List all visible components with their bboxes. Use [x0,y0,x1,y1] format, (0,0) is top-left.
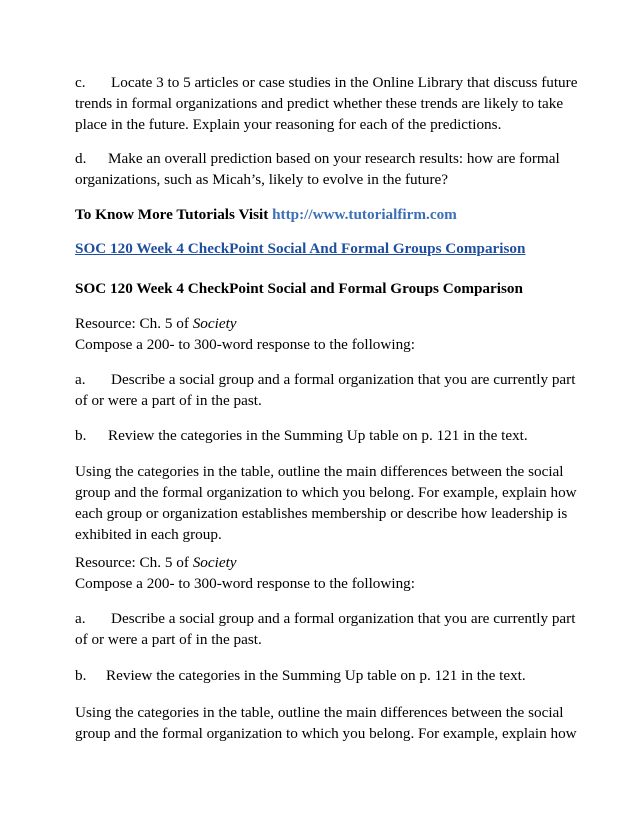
section-heading [75,278,575,299]
list-marker: a. [75,371,86,388]
heading-text: SOC 120 Week 4 CheckPoint Social and Formal Groups Comparison [75,280,523,297]
paragraph-line: Using the categories in the table, outline the main differences between the social [75,704,564,721]
resource-block-1 [75,313,575,355]
list-item-text: of or were a part of in the past. [75,631,262,648]
compose-instruction: Compose a 200- to 300-word response to the following: [75,336,415,353]
paragraph-line: Using the categories in the table, outline the main differences between the social [75,463,564,480]
list-item-c [75,72,578,135]
list-item-text: Describe a social group and a formal organization that you are currently part [111,371,576,388]
paragraph-line: group and the formal organization to which you belong. For example, explain how [75,484,577,501]
list-marker: b. [75,667,87,684]
paragraph-line: group and the formal organization to which you belong. For example, explain how [75,725,577,742]
list-item-d [75,148,575,190]
resource-prefix: Resource: Ch. 5 of [75,554,189,571]
list-item-text: Locate 3 to 5 articles or case studies in the Online Library that discuss future [111,74,578,91]
list-item-a-1 [75,369,575,411]
list-item-b-2 [75,665,575,686]
list-item-text: Review the categories in the Summing Up table on p. 121 in the text. [108,427,528,444]
compose-instruction: Compose a 200- to 300-word response to the following: [75,575,415,592]
list-item-text: Make an overall prediction based on your research results: how are formal [108,150,560,167]
list-marker: c. [75,74,86,91]
paragraph-using-2 [75,702,575,744]
resource-book: Society [192,554,237,571]
list-item-text: trends in formal organizations and predict whether these trends are likely to take [75,95,564,112]
resource-block-2 [75,552,575,594]
promo-label: To Know More Tutorials Visit [75,206,269,223]
list-marker: b. [75,427,87,444]
list-item-text: Describe a social group and a formal organization that you are currently part [111,610,576,627]
list-item-text: place in the future. Explain your reasoning for each of the predictions. [75,116,502,133]
list-marker: a. [75,610,86,627]
title-link-paragraph [75,238,575,259]
promo-line [75,204,575,225]
resource-book: Society [192,315,237,332]
title-link[interactable]: SOC 120 Week 4 CheckPoint Social And Formal Groups Comparison [75,240,526,257]
promo-url-link[interactable]: http://www.tutorialfirm.com [272,206,457,223]
list-item-b-1 [75,425,575,446]
paragraph-line: exhibited in each group. [75,526,222,543]
list-marker: d. [75,150,87,167]
list-item-text: Review the categories in the Summing Up table on p. 121 in the text. [106,667,526,684]
paragraph-line: each group or organization establishes membership or describe how leadership is [75,505,568,522]
resource-prefix: Resource: Ch. 5 of [75,315,189,332]
list-item-a-2 [75,608,575,650]
list-item-text: organizations, such as Micah’s, likely to evolve in the future? [75,171,448,188]
list-item-text: of or were a part of in the past. [75,392,262,409]
paragraph-using-1 [75,461,575,545]
